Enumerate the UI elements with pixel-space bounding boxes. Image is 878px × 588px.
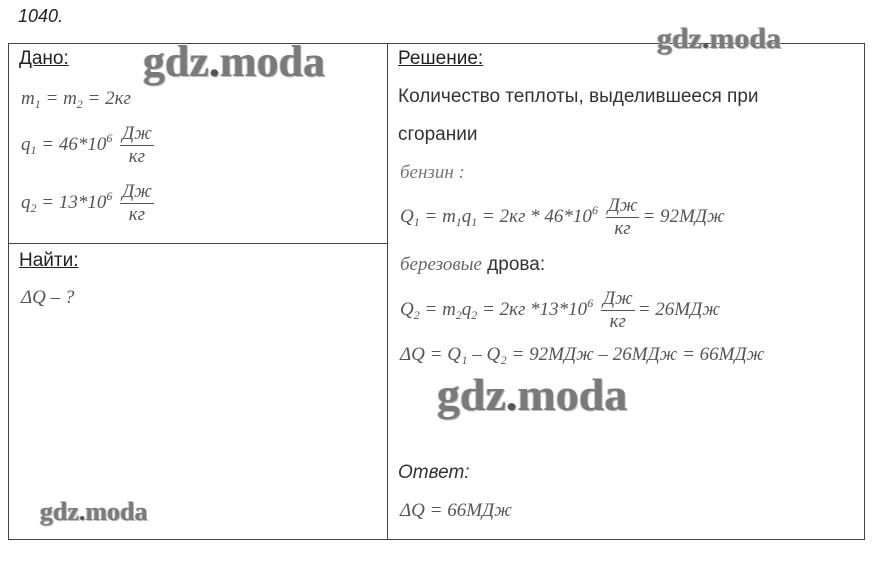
equation-q2: $Q_2 = m_2q_2 = 2кг$ $*13*10^6$ $\frac{Дж}{кг}$ = 26МДж	[400, 288, 720, 332]
watermark-logo: gdz.moda	[437, 369, 628, 420]
watermark-logo: gdz.moda	[143, 37, 326, 86]
watermark-logo: gdz.moda	[657, 22, 782, 55]
answer-heading: Ответ:	[398, 462, 470, 483]
given-q1: $q_1 = 46*10^6$ $\frac{Дж}{кг}$	[21, 123, 152, 167]
solution-intro-line1: Количество теплоты, выделившееся при	[398, 86, 759, 107]
fuel-birch-label: березовые дрова:	[400, 254, 546, 275]
answer-value: ΔQ = 66МДж	[400, 500, 512, 521]
column-divider	[387, 43, 388, 540]
eq2-unit-fraction: $\frac{Дж}{кг}$	[602, 288, 633, 332]
watermark-logo: gdz.moda	[40, 497, 148, 526]
fuel-gasoline-label: бензин :	[400, 162, 465, 183]
equation-delta-q: ΔQ = Q₁ – Q₂ = 92МДж – 26МДж = 66МДж	[400, 344, 765, 365]
find-target: ΔQ – ?	[21, 287, 75, 308]
solution-heading: Решение:	[398, 48, 484, 69]
equation-q1: $Q_1 = m_1q_1 = 2кг * 46*10^6$ $\frac{Дж}{кг}$ = 92МДж	[400, 195, 725, 239]
given-masses: $m_1 = m_2 = 2кг$	[21, 88, 131, 111]
q1-unit-fraction: $\frac{Дж}{кг}$	[122, 123, 152, 167]
q2-unit-fraction: $\frac{Дж}{кг}$	[122, 181, 152, 225]
solution-intro-line2: сгорании	[398, 124, 478, 145]
problem-number: 1040.	[18, 6, 64, 26]
row-divider	[8, 243, 388, 244]
eq1-unit-fraction: $\frac{Дж}{кг}$	[607, 195, 638, 239]
given-heading: Дано:	[19, 48, 69, 69]
given-q2: $q_2 = 13*10^6$ $\frac{Дж}{кг}$	[21, 181, 152, 225]
find-heading: Найти:	[19, 250, 79, 271]
